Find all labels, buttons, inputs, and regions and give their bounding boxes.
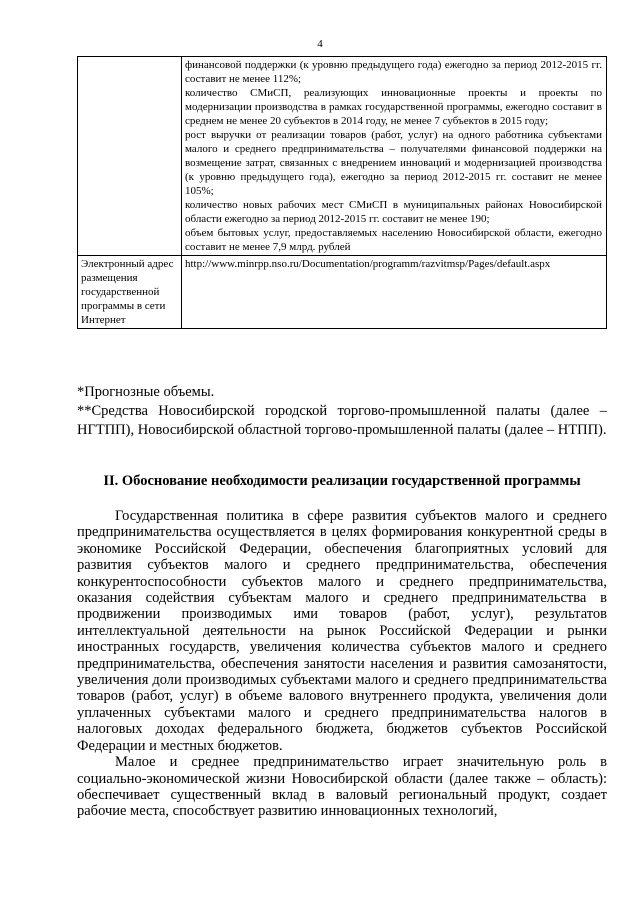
indicator-item: количество новых рабочих мест СМиСП в муниципальных районах Новосибирской области ежегодно за период 2012-2015 гг. составит не менее 190;: [185, 199, 602, 225]
paragraph: Малое и среднее предпринимательство играет значительную роль в социально-экономической жизни Новосибирской области (далее также – область): обеспечивает существенный вклад в валовый региональный продукт, создает рабочие места, способствует развитию инновационных технологий,: [77, 754, 607, 820]
table-row: [78, 57, 607, 256]
section-title: II. Обоснование необходимости реализации государственной программы: [103, 473, 581, 489]
footnote: **Средства Новосибирской городской торгово-промышленной палаты (далее – НГТПП), Новосибирской областной торгово-промышленной палаты (далее – НТПП).: [77, 403, 607, 438]
indicator-item: количество СМиСП, реализующих инновационные проекты и проекты по модернизации производства в рамках государственной программы, ежегодно составит в среднем не менее 20 субъектов в 2014 году, не менее 7 субъектов в 2015 году;: [185, 87, 602, 127]
paragraph: Государственная политика в сфере развития субъектов малого и среднего предпринимательства осуществляется в целях формирования конкурентной среды в экономике Российской Федерации, обеспечения благоприятных условий для развития субъектов малого и среднего предпринимательства, обеспечения конкурентоспособности субъектов малого и среднего предпринимательства, оказания содействия субъектам малого и среднего предпринимательства в продвижении производимых ими товаров (работ, услуг), результатов интеллектуальной деятельности на рынок Российской Федерации и рынки иностранных государств, увеличения количества субъектов малого и среднего предпринимательства, обеспечения занятости населения и развития самозанятости, увеличения доли производимых субъектами малого и среднего предпринимательства товаров (работ, услуг) в объеме валового внутреннего продукта, увеличения доли уплаченных субъектами малого и среднего предпринимательства налогов в налоговых доходах федерального бюджета, бюджетов субъектов Российской Федерации и местных бюджетов.: [77, 508, 607, 754]
table-cell-url: [182, 256, 607, 329]
indicator-item: рост выручки от реализации товаров (работ, услуг) на одного работника субъектами малого и среднего предпринимательства – получателями финансовой поддержки на возмещение затрат, связанных с внедрением инноваций и модернизацией производства (к уровню предыдущего года), ежегодно за период 2012-2015 гг. составит не менее 105%;: [185, 129, 602, 197]
table-row: [78, 256, 607, 329]
footnote: *Прогнозные объемы.: [77, 384, 215, 400]
program-url: http://www.minrpp.nso.ru/Documentation/programm/razvitmsp/Pages/default.aspx: [185, 258, 551, 270]
table-cell-label: Электронный адрес размещения государственной программы в сети Интернет: [78, 256, 182, 329]
table-cell-indicators: [182, 57, 607, 256]
indicator-item: финансовой поддержки (к уровню предыдущего года) ежегодно за период 2012-2015 гг. составит не менее 112%;: [185, 59, 602, 85]
table-cell-label: [78, 57, 182, 256]
indicator-item: объем бытовых услуг, предоставляемых населению Новосибирской области, ежегодно составит не менее 7,9 млрд. рублей: [185, 227, 602, 253]
page-number: 4: [317, 38, 323, 50]
section-body: [77, 508, 607, 820]
footnotes: [77, 383, 607, 440]
program-passport-table: [77, 56, 607, 329]
